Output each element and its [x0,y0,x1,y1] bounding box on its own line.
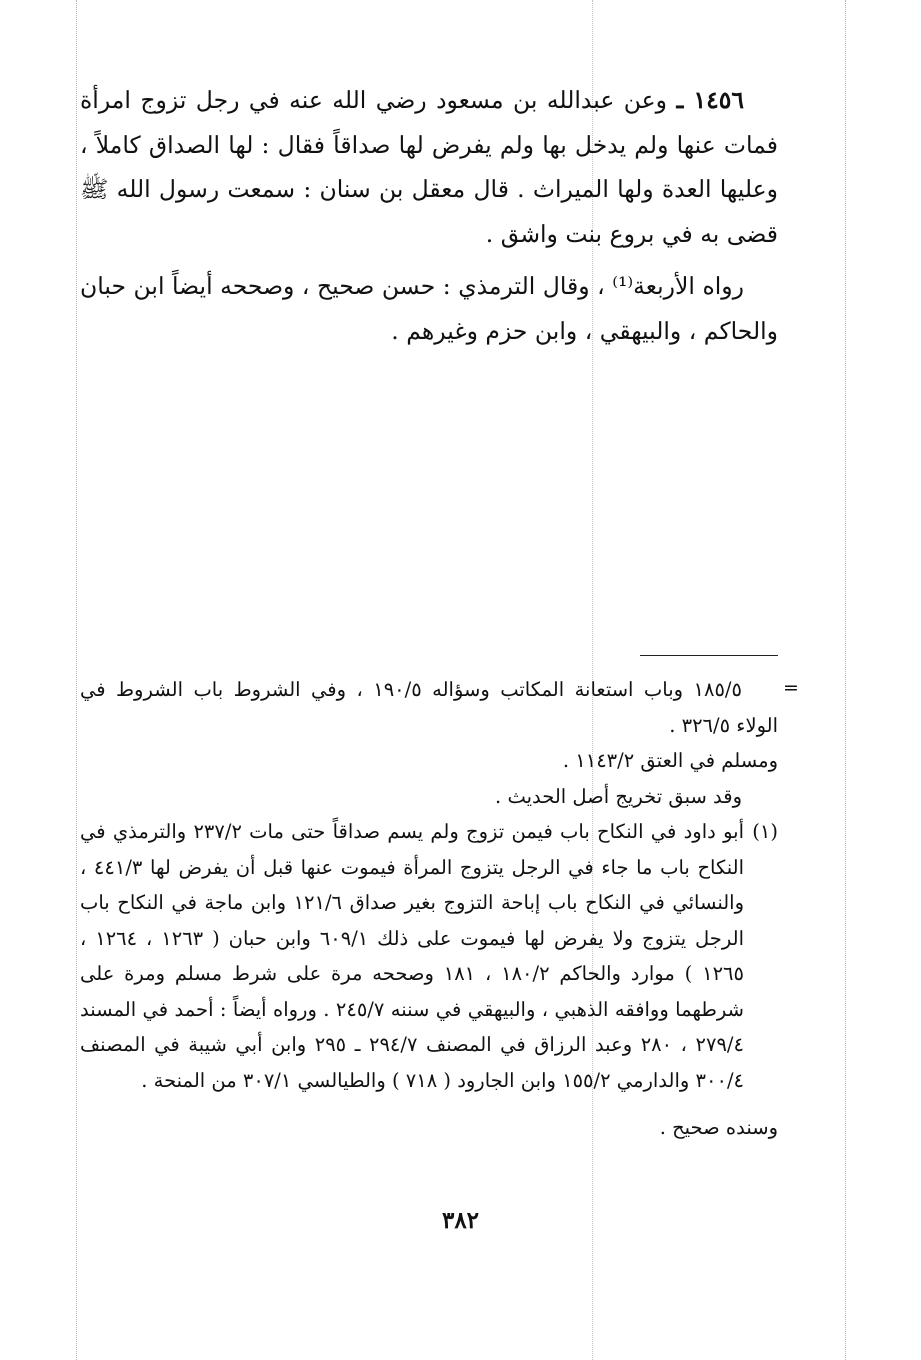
hadith-text: وعن عبدالله بن مسعود رضي الله عنه في رجل تزوج امرأة فمات عنها ولم يدخل بها ولم يفرض لها صداقاً فقال : لها الصداق كاملاً ، وعليها العدة ولها الميراث . قال معقل بن سنان : سمعت رسول الله ﷺ قضى به في بروع بنت واشق . [80,86,778,248]
takhrij-paragraph: رواه الأربعة⁽¹⁾ ، وقال الترمذي : حسن صحيح ، وصححه أيضاً ابن حبان والحاكم ، والبيهقي ، وابن حزم وغيرهم . [80,272,778,345]
hadith-number: ١٤٥٦ ـ [676,86,744,114]
footnote-muslim-line: ومسلم في العتق ١١٤٣/٢ . [562,749,778,772]
footnote-continuation: ١٨٥/٥ وباب استعانة المكاتب وسؤاله ١٩٠/٥ ، وفي الشروط باب الشروط في الولاء ٣٢٦/٥ . [80,678,778,737]
footnote-separator [640,655,778,656]
footnote-1 [80,814,778,1098]
footnote-1-text: أبو داود في النكاح باب فيمن تزوج ولم يسم صداقاً حتى مات ٢٣٧/٢ والترمذي في النكاح باب ما جاء في الرجل يتزوج المرأة فيموت عنها قبل أن يفرض لها ٤٤١/٣ ، والنسائي في النكاح باب إباحة التزوج بغير صداق ١٢١/٦ وابن ماجة في النكاح باب الرجل يتزوج ولا يفرض لها فيموت على ذلك ٦٠٩/١ وابن حبان ( ١٢٦٣ ، ١٢٦٤ ، ١٢٦٥ ) موارد والحاكم ١٨٠/٢ ، ١٨١ وصححه مرة على شرط مسلم ومرة على شرطهما ووافقه الذهبي ، والبيهقي في سننه ٢٤٥/٧ . ورواه أيضاً : أحمد في المسند ٢٧٩/٤ ، ٢٨٠ وعبد الرزاق في المصنف ٢٩٤/٧ ـ ٢٩٥ وابن أبي شيبة في المصنف ٣٠٠/٤ والدارمي ١٥٥/٢ وابن الجارود ( ٧١٨ ) والطيالسي ٣٠٧/١ من المنحة . [80,820,744,1092]
footnote-previous-line: وقد سبق تخريج أصل الحديث . [495,784,742,808]
hadith-paragraph [80,78,778,256]
continuation-marker: = [783,677,799,699]
scan-dotted-line-right [845,0,846,1360]
page-number: ٣٨٢ [441,1207,480,1234]
footnote-sanad-line: وسنده صحيح . [659,1116,778,1139]
scan-dotted-line-left [76,0,77,1360]
footnote-1-marker: (١) [752,820,778,843]
main-text-block [80,78,778,353]
footnotes-block [80,672,778,1146]
